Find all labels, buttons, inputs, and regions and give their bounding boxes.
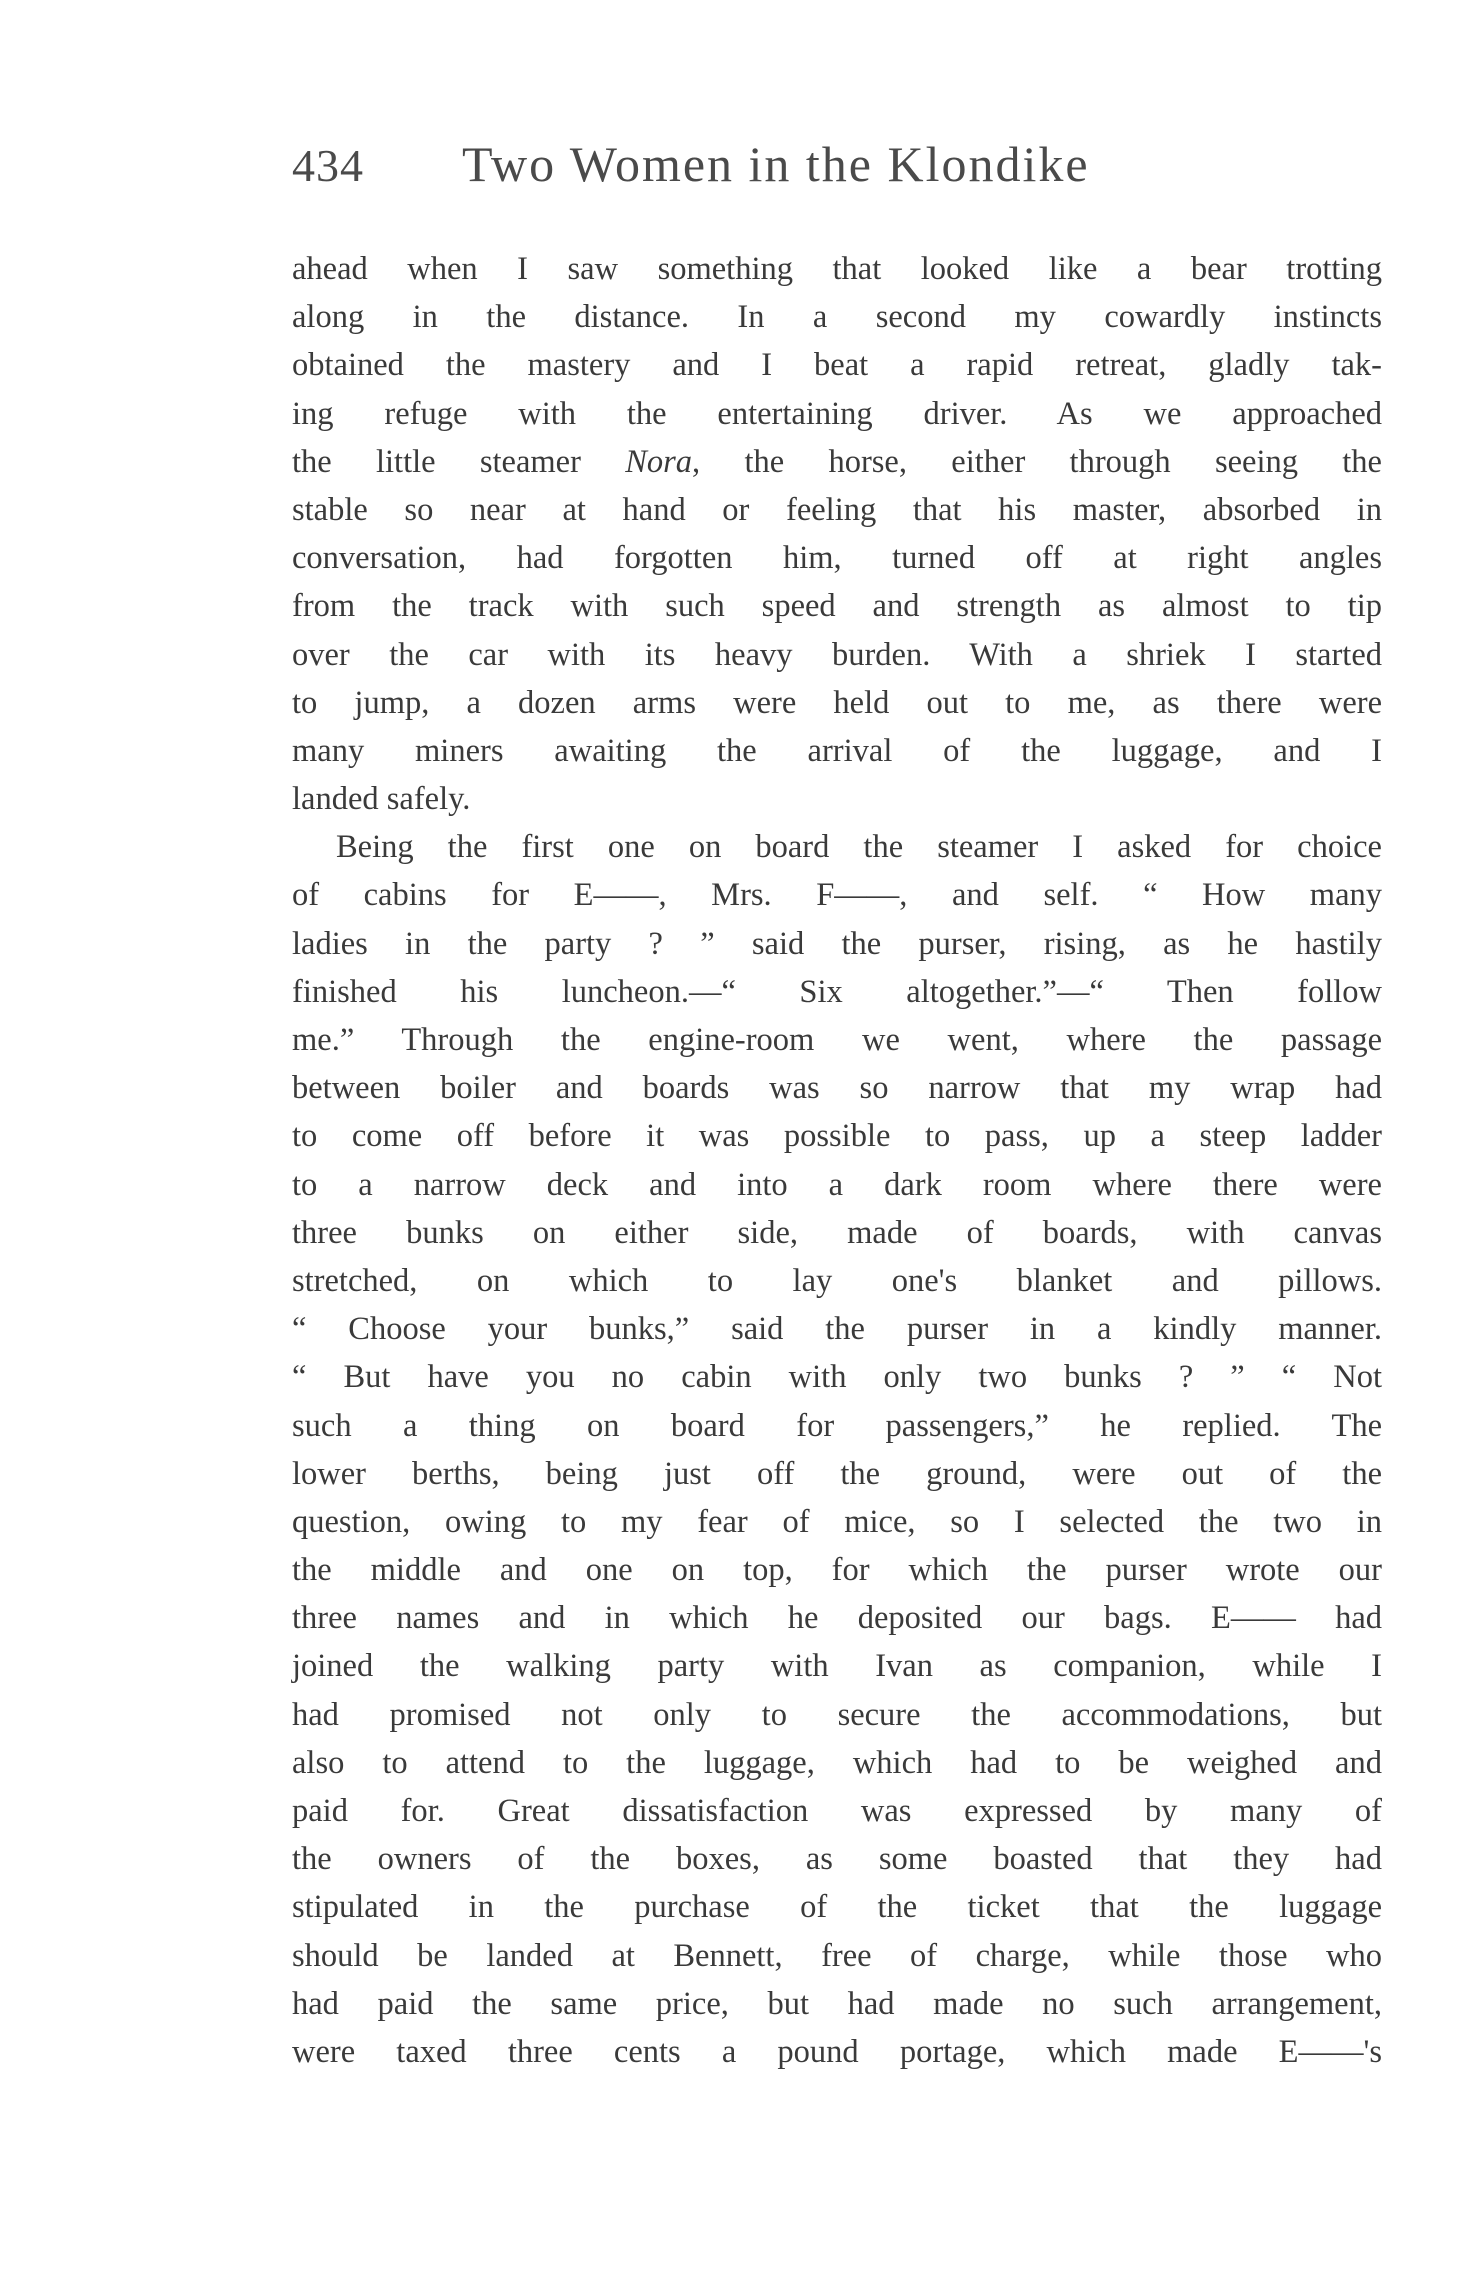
text-line: between boiler and boards was so narrow that my wrap had [292, 1070, 1382, 1107]
text-line: stretched, on which to lay one's blanket and pillows. [292, 1262, 1382, 1299]
text-line: ladies in the party ? ” said the purser, rising, as he hastily [292, 925, 1382, 962]
text-line: such a thing on board for passengers,” he replied. The [292, 1407, 1382, 1444]
text-line: joined the walking party with Ivan as companion, while I [292, 1648, 1382, 1685]
text-line: lower berths, being just off the ground, were out of the [292, 1455, 1382, 1492]
page-number: 434 [292, 140, 364, 191]
paragraph-start-line: Being the first one on board the steamer I asked for choice [336, 829, 1382, 866]
text-line: should be landed at Bennett, free of charge, while those who [292, 1937, 1382, 1974]
text-line: were taxed three cents a pound portage, which made E——'s [292, 2033, 1382, 2070]
body-text [292, 245, 1382, 2076]
text-fragment: the little steamer [292, 443, 626, 480]
text-fragment: , the horse, either through seeing the [692, 443, 1382, 480]
text-line: obtained the mastery and I beat a rapid retreat, gladly tak- [292, 347, 1382, 384]
text-line: had promised not only to secure the accommodations, but [292, 1696, 1382, 1733]
text-line: ahead when I saw something that looked like a bear trotting [292, 251, 1382, 287]
text-line: landed safely. [292, 781, 471, 818]
ship-name: Nora [625, 443, 693, 480]
text-line: me.” Through the engine-room we went, where the passage [292, 1022, 1382, 1058]
text-line: also to attend to the luggage, which had to be weighed and [292, 1744, 1382, 1781]
text-line: ing refuge with the entertaining driver. As we approached [292, 395, 1382, 432]
text-line: finished his luncheon.—“ Six altogether.”—“ Then follow [292, 973, 1382, 1010]
text-line: many miners awaiting the arrival of the luggage, and I [292, 732, 1382, 769]
text-line-with-italic [292, 438, 1382, 486]
text-line: to come off before it was possible to pass, up a steep ladder [292, 1118, 1382, 1155]
text-line: the owners of the boxes, as some boasted that they had [292, 1841, 1382, 1878]
text-line: stipulated in the purchase of the ticket that the luggage [292, 1889, 1382, 1926]
text-line: conversation, had forgotten him, turned off at right angles [292, 540, 1382, 577]
text-line: from the track with such speed and strength as almost to tip [292, 588, 1382, 625]
text-line: three names and in which he deposited our bags. E—— had [292, 1600, 1382, 1637]
text-line: “ But have you no cabin with only two bunks ? ” “ Not [292, 1359, 1382, 1396]
text-line: of cabins for E——, Mrs. F——, and self. “ How many [292, 877, 1382, 914]
text-line: three bunks on either side, made of boards, with canvas [292, 1214, 1382, 1251]
text-line: to a narrow deck and into a dark room where there were [292, 1166, 1382, 1203]
text-line: paid for. Great dissatisfaction was expressed by many of [292, 1793, 1382, 1829]
text-line: over the car with its heavy burden. With a shriek I started [292, 636, 1382, 673]
text-line: had paid the same price, but had made no such arrangement, [292, 1985, 1382, 2022]
text-line: the middle and one on top, for which the purser wrote our [292, 1552, 1382, 1589]
text-line: stable so near at hand or feeling that his master, absorbed in [292, 491, 1382, 528]
text-line: along in the distance. In a second my cowardly instincts [292, 299, 1382, 336]
text-line: question, owing to my fear of mice, so I selected the two in [292, 1503, 1382, 1540]
text-line: “ Choose your bunks,” said the purser in a kindly manner. [292, 1311, 1382, 1348]
running-head [292, 135, 1222, 205]
book-title: Two Women in the Klondike [462, 136, 1090, 192]
text-line: to jump, a dozen arms were held out to me, as there were [292, 684, 1382, 721]
